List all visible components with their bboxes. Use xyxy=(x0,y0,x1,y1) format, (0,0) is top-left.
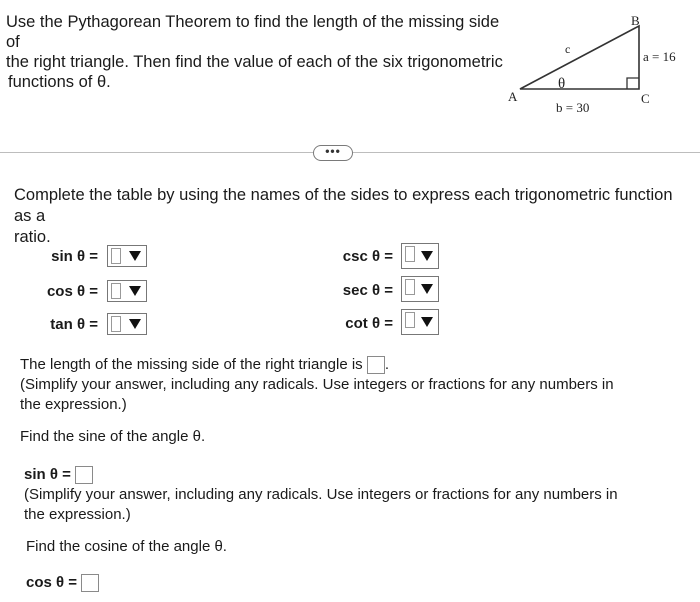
sine-hint-1: (Simplify your answer, including any radicals. Use integers or fractions for any numbers in xyxy=(24,486,618,503)
dropdown-arrow-icon xyxy=(421,251,433,261)
tan-numerator-slot xyxy=(111,316,121,332)
cosine-answer-input[interactable] xyxy=(81,574,99,592)
vertex-b-label: B xyxy=(631,13,640,28)
problem-statement xyxy=(6,12,511,92)
problem-line-3: functions of θ. xyxy=(8,73,111,91)
cot-dropdown[interactable] xyxy=(401,309,439,335)
sine-hint-2: the expression.) xyxy=(24,506,131,523)
sin-label: sin θ = xyxy=(51,248,98,265)
dropdown-arrow-icon xyxy=(421,317,433,327)
dropdown-arrow-icon xyxy=(129,319,141,329)
instruction-line-2: ratio. xyxy=(14,228,51,246)
sine-answer-label: sin θ = xyxy=(24,466,71,483)
cos-dropdown[interactable] xyxy=(107,280,147,302)
more-button[interactable]: ••• xyxy=(313,145,353,161)
cos-numerator-slot xyxy=(111,283,121,299)
sec-numerator-slot xyxy=(405,279,415,295)
sec-dropdown[interactable] xyxy=(401,276,439,302)
side-a-label: a = 16 xyxy=(643,49,676,64)
tan-label: tan θ = xyxy=(50,316,98,333)
side-b-label: b = 30 xyxy=(556,100,590,115)
right-triangle-figure xyxy=(496,6,696,126)
missing-side-text: The length of the missing side of the right triangle is xyxy=(20,356,363,373)
right-angle-marker xyxy=(627,78,639,89)
dropdown-arrow-icon xyxy=(129,251,141,261)
sin-dropdown[interactable] xyxy=(107,245,147,267)
csc-dropdown[interactable] xyxy=(401,243,439,269)
missing-side-period: . xyxy=(384,356,390,373)
sin-numerator-slot xyxy=(111,248,121,264)
tan-dropdown[interactable] xyxy=(107,313,147,335)
dropdown-arrow-icon xyxy=(129,286,141,296)
answer-panel xyxy=(20,355,680,593)
sine-answer-input[interactable] xyxy=(75,466,93,484)
sec-label: sec θ = xyxy=(342,282,393,299)
missing-side-hint-2: the expression.) xyxy=(20,396,127,413)
vertex-a-label: A xyxy=(508,89,518,104)
table-instruction xyxy=(14,185,684,248)
problem-line-1: Use the Pythagorean Theorem to find the length of the missing side of xyxy=(6,13,500,51)
cot-label: cot θ = xyxy=(345,315,393,332)
triangle-shape xyxy=(520,26,639,89)
missing-side-hint-1: (Simplify your answer, including any radicals. Use integers or fractions for any numbers in xyxy=(20,376,614,393)
csc-numerator-slot xyxy=(405,246,415,262)
missing-side-input[interactable] xyxy=(367,356,385,374)
missing-side-question xyxy=(20,355,680,375)
cosine-answer-label: cos θ = xyxy=(26,574,78,591)
angle-theta-label: θ xyxy=(558,76,566,92)
cot-numerator-slot xyxy=(405,312,415,328)
side-c-label: c xyxy=(565,42,571,56)
sine-answer-row xyxy=(20,465,680,485)
problem-line-2: the right triangle. Then find the value of each of the six trigonometric xyxy=(6,53,503,71)
dropdown-arrow-icon xyxy=(421,284,433,294)
vertex-c-label: C xyxy=(641,91,650,106)
csc-label: csc θ = xyxy=(342,248,393,265)
instruction-line-1: Complete the table by using the names of the sides to express each trigonometric function as a xyxy=(14,186,673,225)
cosine-prompt: Find the cosine of the angle θ. xyxy=(26,538,227,555)
cosine-answer-row xyxy=(20,573,680,593)
cos-label: cos θ = xyxy=(46,283,98,300)
sine-prompt: Find the sine of the angle θ. xyxy=(20,428,206,445)
